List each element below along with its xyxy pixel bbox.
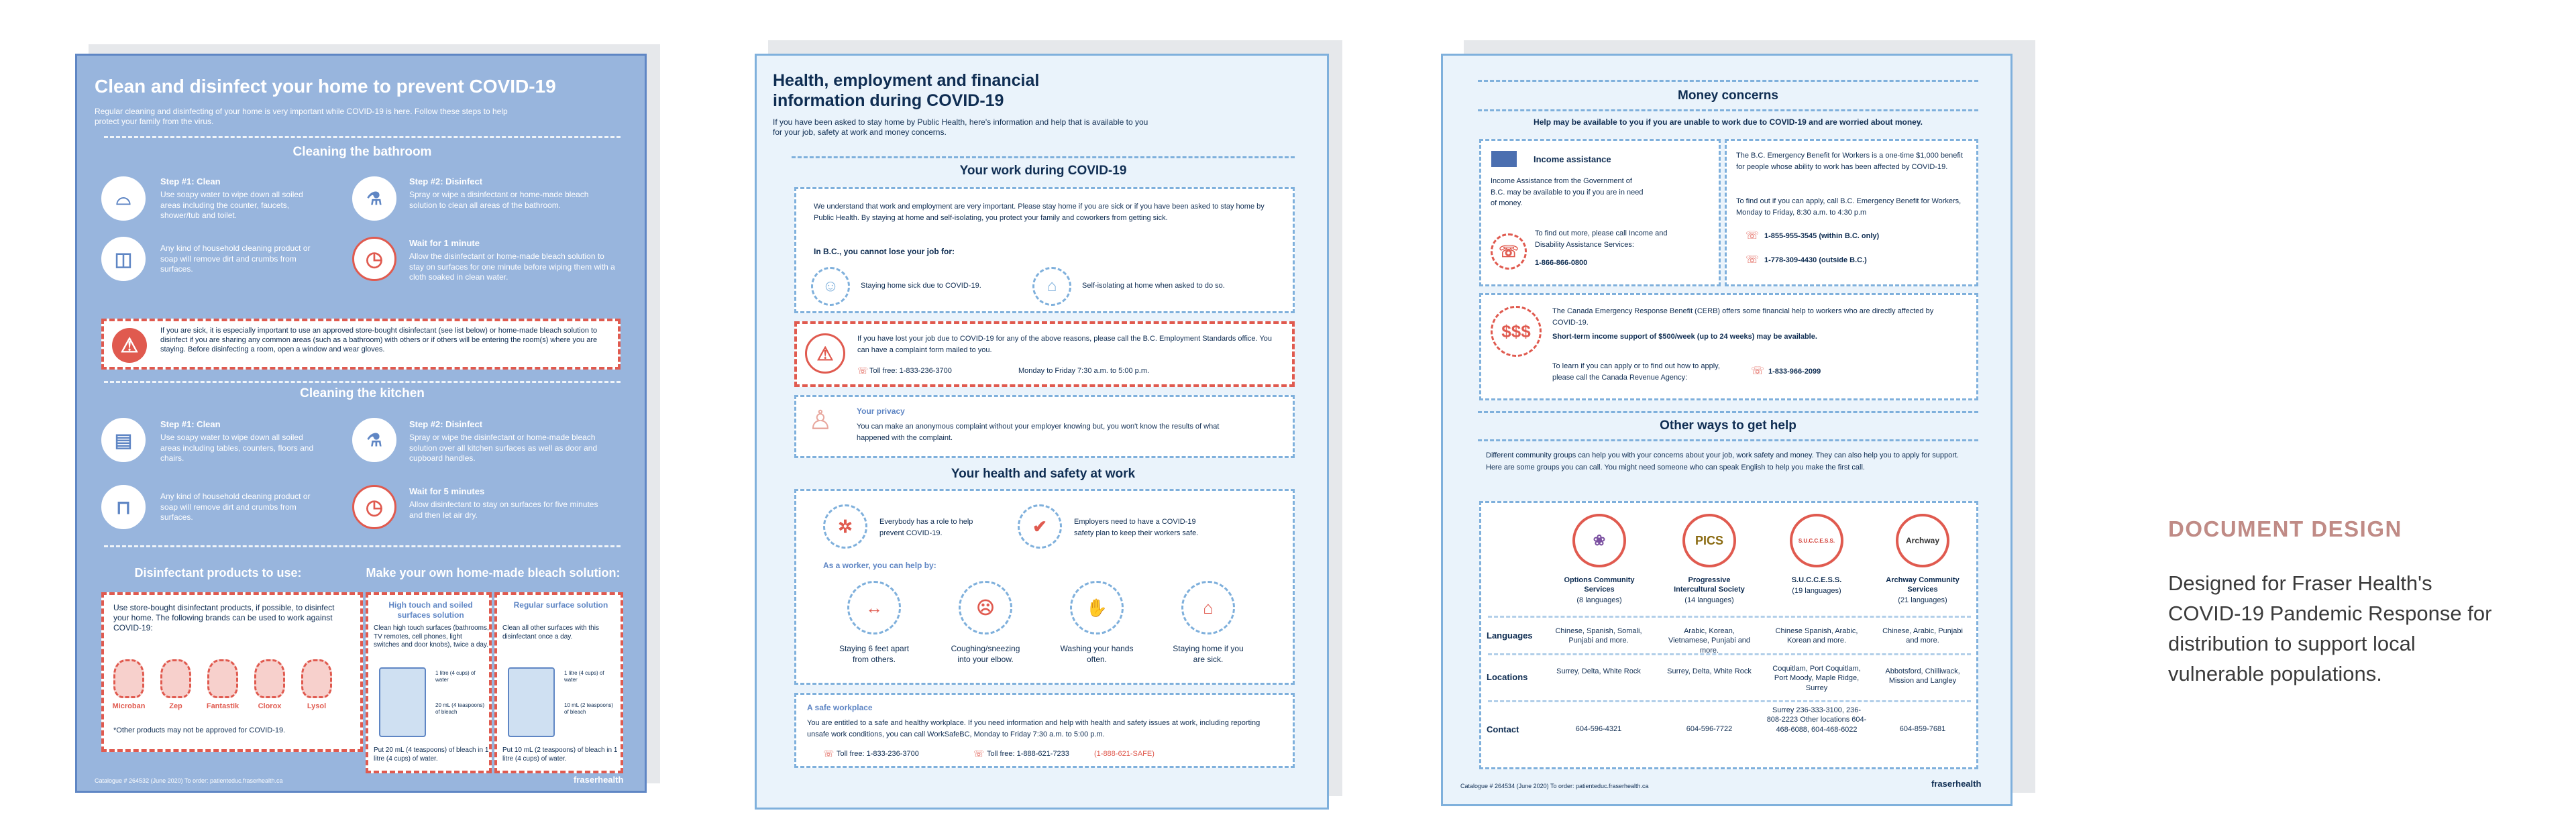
toll-free-phone: Toll free: 1-888-621-7233 <box>987 750 1069 758</box>
work-box <box>794 187 1295 313</box>
org-name: Options Community Services <box>1564 576 1635 594</box>
bceb-phone: 1-778-309-4430 (outside B.C.) <box>1764 256 1867 264</box>
org-contact: 604-596-4321 <box>1575 725 1622 733</box>
poster-intro: If you have been asked to stay home by Public Health, here's information and help that is available to you for your job, safety at work and money concerns. <box>773 117 1148 137</box>
toll-free-phone: Toll free: 1-833-236-3700 <box>837 750 919 758</box>
step-title: Wait for 1 minute <box>409 238 480 248</box>
distance-icon: ↔ <box>847 581 901 634</box>
lysol-bottle-icon <box>301 659 332 698</box>
section-heading: Cleaning the bathroom <box>292 145 432 159</box>
measuring-jar-icon <box>379 667 426 737</box>
spray-bottle-icon: ⚗ <box>352 176 396 221</box>
reason-text: Staying home sick due to COVID-19. <box>861 282 981 290</box>
cerb-box <box>1479 293 1978 400</box>
jar-label: 1 litre (4 cups) of water <box>564 670 604 683</box>
section-heading: Money concerns <box>1678 89 1778 103</box>
org-language-count: (21 languages) <box>1898 596 1947 604</box>
step-text: Any kind of household cleaning product or soap will remove dirt and crumbs from surfaces. <box>160 243 311 274</box>
bc-emergency-box <box>1725 139 1978 286</box>
solution-recipe: Put 20 mL (4 teaspoons) of bleach in 1 litre (4 cups) of water. <box>374 746 489 763</box>
org-languages: Arabic, Korean, Vietnamese, Punjabi and more. <box>1668 627 1751 655</box>
zep-bottle-icon <box>160 659 191 698</box>
bceb-phone: 1-855-955-3545 (within B.C. only) <box>1764 232 1880 240</box>
poster-title: Clean and disinfect your home to prevent COVID-19 <box>95 76 556 97</box>
reason-text: Self-isolating at home when asked to do so. <box>1082 282 1225 290</box>
person-icon: ♙ <box>808 406 833 435</box>
brand-name: Zep <box>169 702 182 710</box>
spray-bottle-icon: ⚗ <box>352 418 396 462</box>
poster-title: Health, employment and financial information during COVID-19 <box>773 71 1040 110</box>
income-assistance-box <box>1479 139 1721 286</box>
safe-title: A safe workplace <box>807 703 873 712</box>
solution-text: Clean high touch surfaces (bathrooms, TV remotes, cell phones, light switches and door knobs), twice a day. <box>374 624 489 649</box>
sink-icon: ⌓ <box>101 176 146 221</box>
phone-icon: ☏ <box>1746 254 1760 266</box>
help-item: Staying home if you are sick. <box>1173 644 1244 664</box>
employer-text: Employers need to have a COVID-19 safety plan to keep their workers safe. <box>1074 518 1199 537</box>
divider <box>1478 411 1978 413</box>
divider <box>1478 80 1978 82</box>
high-touch-box <box>366 592 492 773</box>
org-locations: Abbotsford, Chilliwack, Mission and Langley <box>1885 667 1960 685</box>
archway-logo-icon: Archway <box>1896 514 1949 567</box>
privacy-title: Your privacy <box>857 406 905 416</box>
phone-icon: ☏ <box>1746 230 1760 241</box>
solution-text: Clean all other surfaces with this disinfectant once a day. <box>502 624 599 641</box>
options-logo-icon: ❀ <box>1572 514 1626 567</box>
regular-surface-box <box>494 592 623 773</box>
clock-icon: ◷ <box>352 237 396 281</box>
table-chair-icon: ⊓ <box>101 485 146 529</box>
fraserhealth-logo: fraserhealth <box>1931 779 1982 789</box>
pics-logo-icon: PICS <box>1682 514 1736 567</box>
safe-workplace-box <box>794 693 1295 768</box>
org-language-count: (8 languages) <box>1576 596 1622 604</box>
income-text: Income Assistance from the Government of B.C. may be available to you if you are in need of money. <box>1491 177 1644 207</box>
help-item: Coughing/sneezing into your elbow. <box>951 644 1020 664</box>
row-divider <box>1488 700 1971 702</box>
jar-label: 1 litre (4 cups) of water <box>435 670 476 683</box>
cerb-text: The Canada Emergency Response Benefit (CERB) offers some financial help to workers who are directly affected by COVID-19. <box>1552 307 1934 327</box>
divider <box>104 381 621 383</box>
divider <box>104 136 621 138</box>
warning-box <box>101 319 621 370</box>
money-icon: $$$ <box>1491 306 1542 357</box>
org-language-count: (14 languages) <box>1684 596 1734 604</box>
section-heading: Other ways to get help <box>1660 419 1796 433</box>
home-icon: ⌂ <box>1032 267 1071 306</box>
phone-icon: ☏ <box>1491 233 1527 270</box>
jar-label: 10 mL (2 teaspoons) of bleach <box>564 702 614 715</box>
org-contact: Surrey 236-333-3100, 236-808-2223 Other locations 604-468-6088, 604-468-6022 <box>1766 706 1867 734</box>
divider <box>104 545 621 547</box>
success-logo-icon: S.U.C.C.E.S.S. <box>1790 514 1843 567</box>
phone-icon: ☏ <box>823 749 835 759</box>
cough-icon: ☹ <box>959 581 1012 634</box>
section-heading: Cleaning the kitchen <box>300 386 425 400</box>
cerb-short: Short-term income support of $500/week (up to 24 weeks) may be available. <box>1552 333 1817 341</box>
community-groups-table <box>1479 501 1978 769</box>
cannot-lose-heading: In B.C., you cannot lose your job for: <box>814 247 955 256</box>
org-contact: 604-596-7722 <box>1686 725 1733 733</box>
microban-bottle-icon <box>113 659 144 698</box>
products-text: Use store-bought disinfectant products, if possible, to disinfect your home. The following brands can be used to work against COVID-19: <box>113 603 335 632</box>
products-box <box>101 592 363 752</box>
org-languages: Chinese Spanish, Arabic, Korean and more. <box>1775 627 1858 645</box>
worker-help-heading: As a worker, you can help by: <box>823 561 936 570</box>
solution-title: High touch and soiled surfaces solution <box>388 600 473 620</box>
handwashing-icon: ✋ <box>1070 581 1124 634</box>
org-name: Progressive Intercultural Society <box>1674 576 1745 594</box>
checklist-icon: ✔ <box>1018 504 1062 549</box>
fraserhealth-logo: fraserhealth <box>574 775 624 785</box>
jar-label: 20 mL (4 teaspoons) of bleach <box>435 702 485 715</box>
bceb-text: The B.C. Emergency Benefit for Workers is a one-time $1,000 benefit for people whose ability to work has been affected by COVID-19. <box>1736 152 1963 172</box>
warning-icon: ⚠ <box>805 333 845 374</box>
toll-free-letters: (1-888-621-SAFE) <box>1094 750 1155 758</box>
measuring-jar-icon <box>508 667 555 737</box>
step-text: Spray or wipe a disinfectant or home-made bleach solution to clean all areas of the bathroom. <box>409 190 589 210</box>
sponge-icon: ▤ <box>101 418 146 462</box>
virus-icon: ✲ <box>823 504 867 549</box>
poster-clean-disinfect <box>75 54 647 793</box>
step-text: Use soapy water to wipe down all soiled areas including tables, counters, floors and chairs. <box>160 433 314 463</box>
bceb-call-text: To find out if you can apply, call B.C. Emergency Benefit for Workers, Monday to Friday, 8:30 a.m. to 4:30 p.m <box>1736 197 1962 217</box>
step-text: Use soapy water to wipe down all soiled areas including the counter, faucets, shower/tub and toilet. <box>160 190 303 221</box>
money-subheading: Help may be available to you if you are unable to work due to COVID-19 and are worried about money. <box>1534 117 1923 127</box>
warning-text: If you are sick, it is especially important to use an approved store-bought disinfectant (see list below) or home-made bleach solution to disinfect if you are sharing any common areas (such as a bathroom) with others or if others will be entering the room(s) where you are staying. Before disinfecting a room, open a window and wear gloves. <box>160 327 598 353</box>
description-text: Designed for Fraser Health's COVID-19 Pandemic Response for distribution to support local vulnerable populations. <box>2168 571 2492 685</box>
row-label: Contact <box>1487 724 1519 734</box>
safe-text: You are entitled to a safe and healthy workplace. If you need information and help with health and safety issues at work, including reporting unsafe work conditions, you can call WorkSafeBC, Monday to Friday 7:30 a.m. to 5:00 p.m. <box>807 719 1260 738</box>
help-item: Washing your hands often. <box>1060 644 1134 664</box>
toll-free-phone: Toll free: 1-833-236-3700 <box>869 367 952 375</box>
org-locations: Coquitlam, Port Coquitlam, Port Moody, Maple Ridge, Surrey <box>1772 665 1861 692</box>
income-phone: 1-866-866-0800 <box>1535 259 1588 267</box>
step-text: Any kind of household cleaning product or soap will remove dirt and crumbs from surfaces. <box>160 492 311 522</box>
bleach-heading: Make your own home-made bleach solution: <box>366 566 621 579</box>
divider <box>792 156 1295 158</box>
poster-money-help <box>1441 54 2012 806</box>
toilet-icon: ◫ <box>101 237 146 281</box>
org-languages: Chinese, Arabic, Punjabi and more. <box>1882 627 1963 645</box>
income-title: Income assistance <box>1534 154 1611 164</box>
office-hours: Monday to Friday 7:30 a.m. to 5:00 p.m. <box>1018 367 1150 375</box>
lost-job-box <box>794 321 1295 387</box>
other-text: Different community groups can help you with your concerns about your job, work safety and money. They can also help you to apply for support. Here are some groups you can call. You might need someone who can speak English to help you make the first call. <box>1486 451 1959 472</box>
lost-job-text: If you have lost your job due to COVID-19 for any of the above reasons, please call the B.C. Employment Standards office. You can have a complaint form mailed to you. <box>857 335 1272 354</box>
section-heading: Your health and safety at work <box>951 467 1136 481</box>
divider <box>1478 439 1978 441</box>
org-name: S.U.C.C.E.S.S. <box>1791 576 1842 584</box>
privacy-box <box>794 395 1295 458</box>
brand-name: Fantastik <box>206 702 239 710</box>
phone-icon: ☏ <box>857 366 869 376</box>
row-divider <box>1488 616 1971 618</box>
income-call-text: To find out more, please call Income and Disability Assistance Services: <box>1535 229 1668 249</box>
step-title: Step #2: Disinfect <box>409 419 483 429</box>
help-item: Staying 6 feet apart from others. <box>839 644 910 664</box>
work-text: We understand that work and employment are very important. Please stay home if you are sick or if you have been asked to stay home by Public Health. By staying at home and self-isolating, you protect your family and coworkers from getting sick. <box>814 203 1265 223</box>
section-label: DOCUMENT DESIGN <box>2168 516 2402 541</box>
poster-intro: Regular cleaning and disinfecting of your home is very important while COVID-19 is here. Follow these steps to help protect your family from the virus. <box>95 107 508 126</box>
brand-name: Microban <box>112 702 146 710</box>
bc-flag-icon <box>1491 150 1517 168</box>
org-name: Archway Community Services <box>1886 576 1960 594</box>
phone-icon: ☏ <box>1751 366 1765 377</box>
stay-home-icon: ⌂ <box>1181 581 1235 634</box>
clock-icon: ◷ <box>352 485 396 529</box>
fantastik-bottle-icon <box>207 659 238 698</box>
phone-icon: ☏ <box>973 749 985 759</box>
org-locations: Surrey, Delta, White Rock <box>1556 667 1641 675</box>
role-text: Everybody has a role to help prevent COVID-19. <box>879 518 973 537</box>
solution-recipe: Put 10 mL (2 teaspoons) of bleach in 1 litre (4 cups) of water. <box>502 746 618 763</box>
org-locations: Surrey, Delta, White Rock <box>1667 667 1752 675</box>
poster-health-employment <box>755 54 1329 810</box>
clorox-bottle-icon <box>254 659 285 698</box>
row-label: Locations <box>1487 672 1528 682</box>
step-title: Step #1: Clean <box>160 419 221 429</box>
products-heading: Disinfectant products to use: <box>134 566 302 579</box>
products-note: *Other products may not be approved for COVID-19. <box>113 726 286 734</box>
step-title: Step #2: Disinfect <box>409 176 483 186</box>
privacy-text: You can make an anonymous complaint without your employer knowing but, you won't know the results of what happened with the complaint. <box>857 423 1220 442</box>
solution-title: Regular surface solution <box>513 600 608 610</box>
row-divider <box>1488 653 1971 655</box>
sick-person-icon: ☺ <box>811 267 850 306</box>
catalogue-footer: Catalogue # 264534 (June 2020) To order: patienteduc.fraserhealth.ca <box>1460 783 1649 789</box>
step-title: Step #1: Clean <box>160 176 221 186</box>
cerb-phone: 1-833-966-2099 <box>1768 368 1821 376</box>
step-text: Allow the disinfectant or home-made bleach solution to stay on surfaces for one minute before wiping them with a cloth soaked in clean water. <box>409 252 615 282</box>
org-language-count: (19 languages) <box>1792 587 1841 595</box>
cerb-call-text: To learn if you can apply or to find out how to apply, please call the Canada Revenue Agency: <box>1552 362 1720 382</box>
step-title: Wait for 5 minutes <box>409 486 485 496</box>
row-label: Languages <box>1487 630 1533 641</box>
step-text: Spray or wipe the disinfectant or home-made bleach solution over all kitchen surfaces as well as door and cupboard handles. <box>409 433 598 463</box>
divider <box>1478 109 1978 111</box>
brand-name: Lysol <box>307 702 327 710</box>
brand-name: Clorox <box>258 702 282 710</box>
org-contact: 604-859-7681 <box>1899 725 1946 733</box>
step-text: Allow disinfectant to stay on surfaces for five minutes and then let air dry. <box>409 500 598 520</box>
safety-box <box>794 489 1295 685</box>
org-languages: Chinese, Spanish, Somali, Punjabi and more. <box>1555 627 1642 645</box>
section-heading: Your work during COVID-19 <box>959 164 1127 178</box>
catalogue-footer: Catalogue # 264532 (June 2020) To order: patienteduc.fraserhealth.ca <box>95 777 283 784</box>
warning-icon: ⚠ <box>112 328 147 363</box>
